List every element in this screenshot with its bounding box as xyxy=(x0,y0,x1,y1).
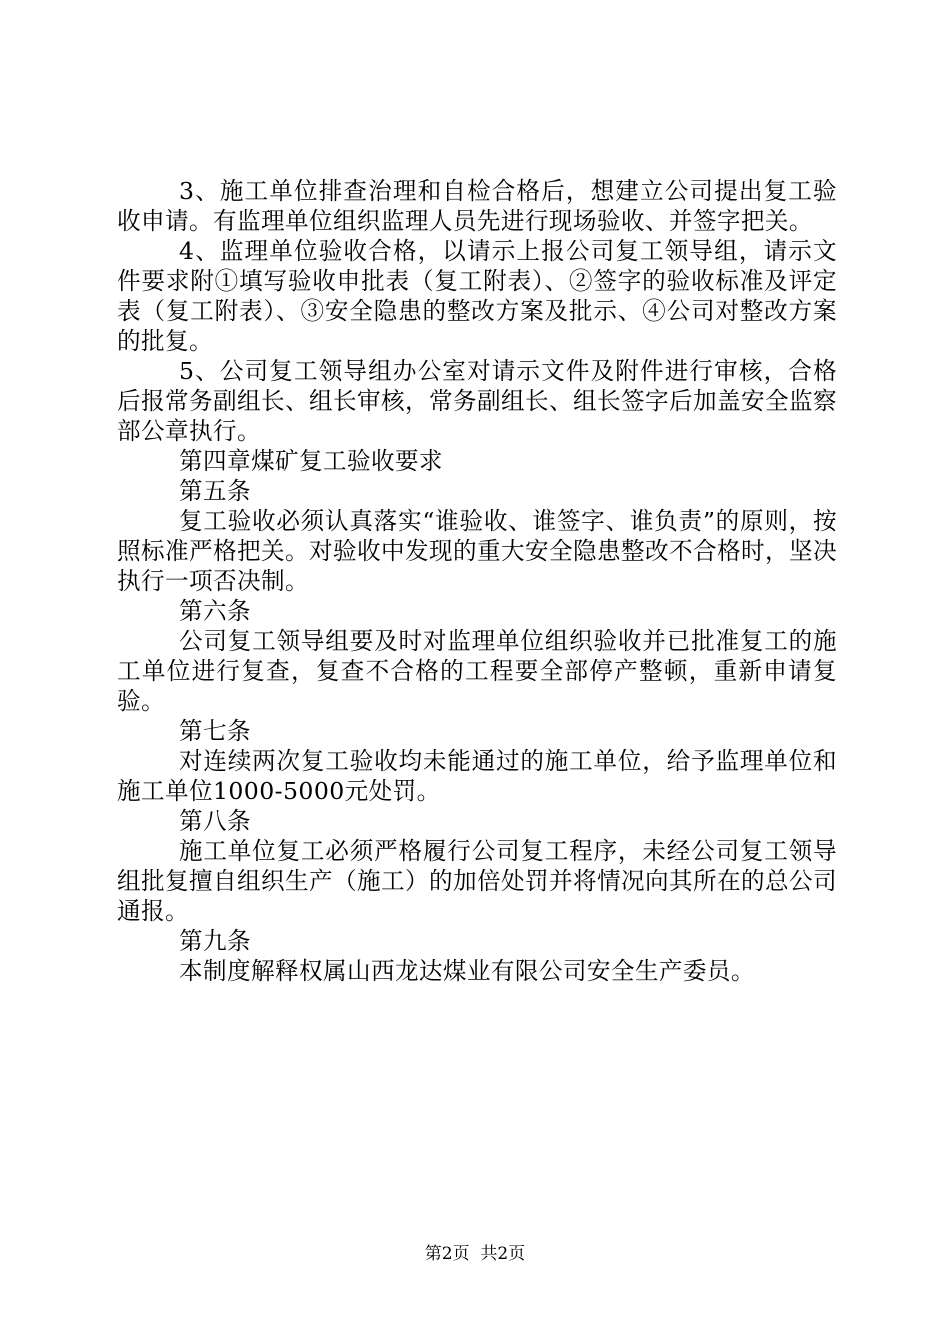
article-7-heading: 第七条 xyxy=(179,717,251,745)
paragraph-step-5: 5、公司复工领导组办公室对请示文件及附件进行审核，合格后报常务副组长、组长审核，常务副组长、组长签字后加盖安全监察部公章执行。 xyxy=(117,357,837,445)
article-6-heading: 第六条 xyxy=(179,597,251,625)
article-9-text: 本制度解释权属山西龙达煤业有限公司安全生产委员。 xyxy=(179,957,755,985)
chapter-heading: 第四章煤矿复工验收要求 xyxy=(179,447,443,475)
document-body xyxy=(117,176,837,986)
article-5-text: 复工验收必须认真落实“谁验收、谁签字、谁负责”的原则，按照标准严格把关。对验收中发现的重大安全隐患整改不合格时，坚决执行一项否决制。 xyxy=(117,507,837,595)
article-5-heading: 第五条 xyxy=(179,477,251,505)
article-8-text: 施工单位复工必须严格履行公司复工程序，未经公司复工领导组批复擅自组织生产（施工）的加倍处罚并将情况向其所在的总公司通报。 xyxy=(117,837,837,925)
article-7-text: 对连续两次复工验收均未能通过的施工单位，给予监理单位和施工单位1000-5000元处罚。 xyxy=(117,747,837,805)
paragraph-step-3: 3、施工单位排查治理和自检合格后，想建立公司提出复工验收申请。有监理单位组织监理人员先进行现场验收、并签字把关。 xyxy=(117,177,837,235)
article-8-heading: 第八条 xyxy=(179,807,251,835)
page-number-footer: 第2页 共2页 xyxy=(424,1244,526,1264)
paragraph-step-4: 4、监理单位验收合格，以请示上报公司复工领导组，请示文件要求附①填写验收申批表（复工附表）、②签字的验收标准及评定表（复工附表）、③安全隐患的整改方案及批示、④公司对整改方案的批复。 xyxy=(117,237,837,355)
article-9-heading: 第九条 xyxy=(179,927,251,955)
article-6-text: 公司复工领导组要及时对监理单位组织验收并已批准复工的施工单位进行复查，复查不合格的工程要全部停产整顿，重新申请复验。 xyxy=(117,627,837,715)
